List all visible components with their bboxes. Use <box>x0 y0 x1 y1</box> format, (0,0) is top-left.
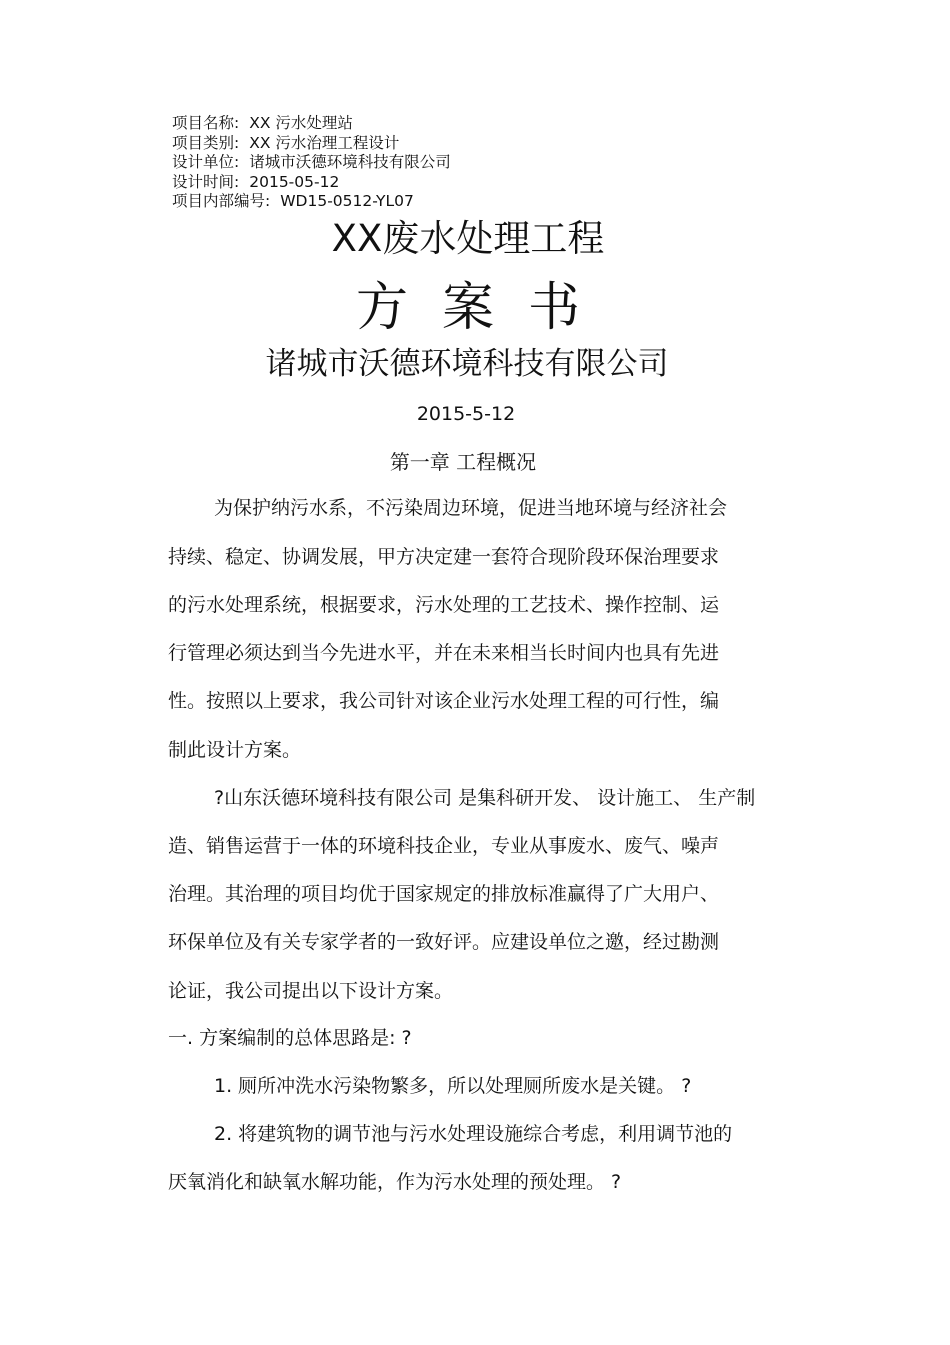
meta-design-time <box>172 173 451 193</box>
paragraph-line: 制此设计方案。 <box>168 739 302 761</box>
paragraph-line: 治理。其治理的项目均优于国家规定的排放标准赢得了广大用户、 <box>168 883 720 905</box>
paragraph-line: 持续、稳定、协调发展，甲方决定建一套符合现阶段环保治理要求 <box>168 546 720 568</box>
paragraph-line: 的污水处理系统，根据要求，污水处理的工艺技术、操作控制、运 <box>168 594 720 616</box>
meta-value: XX 污水治理工程设计 <box>249 133 400 152</box>
meta-label: 设计时间: <box>172 172 240 191</box>
meta-label: 项目内部编号: <box>172 192 271 210</box>
list-item: 2. 将建筑物的调节池与污水处理设施综合考虑，利用调节池的 <box>214 1123 733 1145</box>
document-subtitle: 方案书 <box>355 278 614 338</box>
paragraph-line: 性。按照以上要求，我公司针对该企业污水处理工程的可行性，编 <box>168 690 720 712</box>
meta-design-unit <box>172 153 451 173</box>
section-heading: 一. 方案编制的总体思路是: ? <box>168 1027 412 1049</box>
meta-project-name <box>172 114 451 134</box>
paragraph-line: 论证，我公司提出以下设计方案。 <box>168 980 454 1002</box>
meta-internal-no <box>172 192 451 212</box>
meta-value: WD15-0512-YL07 <box>280 192 414 210</box>
paragraph-line: 行管理必须达到当今先进水平，并在未来相当长时间内也具有先进 <box>168 642 720 664</box>
paragraph-line: ?山东沃德环境科技有限公司 是集科研开发、 设计施工、 生产制 <box>214 787 756 809</box>
company-name: 诸城市沃德环境科技有限公司 <box>265 346 669 382</box>
list-item: 1. 厕所冲洗水污染物繁多，所以处理厕所废水是关键。 ? <box>214 1075 692 1097</box>
meta-value: XX 污水处理站 <box>249 114 353 132</box>
chapter-heading: 第一章 工程概况 <box>389 450 537 474</box>
paragraph-line: 环保单位及有关专家学者的一致好评。应建设单位之邀，经过勘测 <box>168 931 720 953</box>
meta-label: 项目名称: <box>172 114 240 132</box>
meta-label: 项目类别: <box>172 133 240 152</box>
document-date: 2015-5-12 <box>416 403 516 425</box>
project-meta-block <box>172 114 451 212</box>
meta-value: 诸城市沃德环境科技有限公司 <box>249 153 451 171</box>
paragraph-line: 厌氧消化和缺氧水解功能，作为污水处理的预处理。 ? <box>168 1171 622 1193</box>
meta-value: 2015-05-12 <box>249 172 340 191</box>
meta-project-type <box>172 134 451 154</box>
document-title: XX废水处理工程 <box>331 217 605 260</box>
paragraph-line: 为保护纳污水系，不污染周边环境，促进当地环境与经济社会 <box>214 497 728 519</box>
paragraph-line: 造、销售运营于一体的环境科技企业，专业从事废水、废气、噪声 <box>168 835 720 857</box>
meta-label: 设计单位: <box>172 153 240 171</box>
